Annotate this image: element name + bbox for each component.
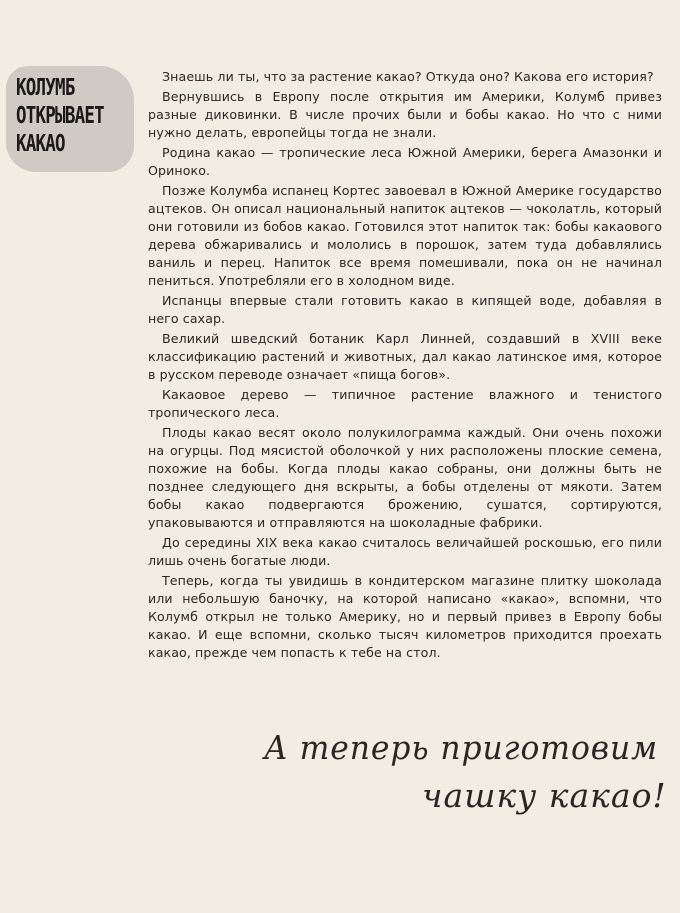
paragraph: Теперь, когда ты увидишь в кондитерском магазине плитку шоколада или небольшую баночку, на которой написано «какао», вспомни, что Колумб открыл не только Америку, но и первый привез в Европу бобы какао. И еще вспомни, сколько тысяч километров приходится проехать какао, прежде чем попасть к тебе на стол. xyxy=(148,573,662,660)
heading-line: КОЛУМБ xyxy=(16,75,75,101)
handwritten-closing xyxy=(264,718,674,818)
heading-line: КАКАО xyxy=(16,131,65,157)
closing-line-1: А теперь приготовим xyxy=(264,728,659,767)
paragraph: До середины XIX века какао считалось величайшей роскошью, его пили лишь очень богатые люди. xyxy=(148,535,662,568)
paragraph: Позже Колумба испанец Кортес завоевал в Южной Америке государство ацтеков. Он описал национальный напиток ацтеков — чоколатль, который они готовили из бобов какао. Готовился этот напиток так: бобы какаового дерева обжаривались и мололись в порошок, затем туда добавлялись ваниль и перец. Напиток все время помешивали, пока он не начинал пениться. Употребляли его в холодном виде. xyxy=(148,183,662,288)
paragraph: Испанцы впервые стали готовить какао в кипящей воде, добавляя в него сахар. xyxy=(148,293,662,326)
paragraph: Великий шведский ботаник Карл Линней, создавший в XVIII веке классификацию растений и животных, дал какао латинское имя, которое в русском переводе означает «пища богов». xyxy=(148,331,662,382)
section-heading xyxy=(16,74,107,158)
paragraph: Родина какао — тропические леса Южной Америки, берега Амазонки и Ориноко. xyxy=(148,145,662,178)
paragraph: Знаешь ли ты, что за растение какао? Откуда оно? Какова его история? xyxy=(162,69,654,84)
heading-line: ОТКРЫВАЕТ xyxy=(16,103,104,129)
closing-line-2: чашку какао! xyxy=(422,776,667,815)
paragraph: Какаовое дерево — типичное растение влажного и тенистого тропического леса. xyxy=(148,387,662,420)
article-body xyxy=(148,68,662,664)
paragraph: Вернувшись в Европу после открытия им Америки, Колумб привез разные диковинки. В числе прочих были и бобы какао. Но что с ними нужно делать, европейцы тогда не знали. xyxy=(148,89,662,140)
paragraph: Плоды какао весят около полукилограмма каждый. Они очень похожи на огурцы. Под мясистой оболочкой у них расположены плоские семена, похожие на бобы. Когда плоды какао собраны, они должны быть не позднее следующего дня вскрыты, а бобы отделены от мякоти. Затем бобы какао подвергаются брожению, сушатся, сортируются, упаковываются и отправляются на шоколадные фабрики. xyxy=(148,425,662,530)
